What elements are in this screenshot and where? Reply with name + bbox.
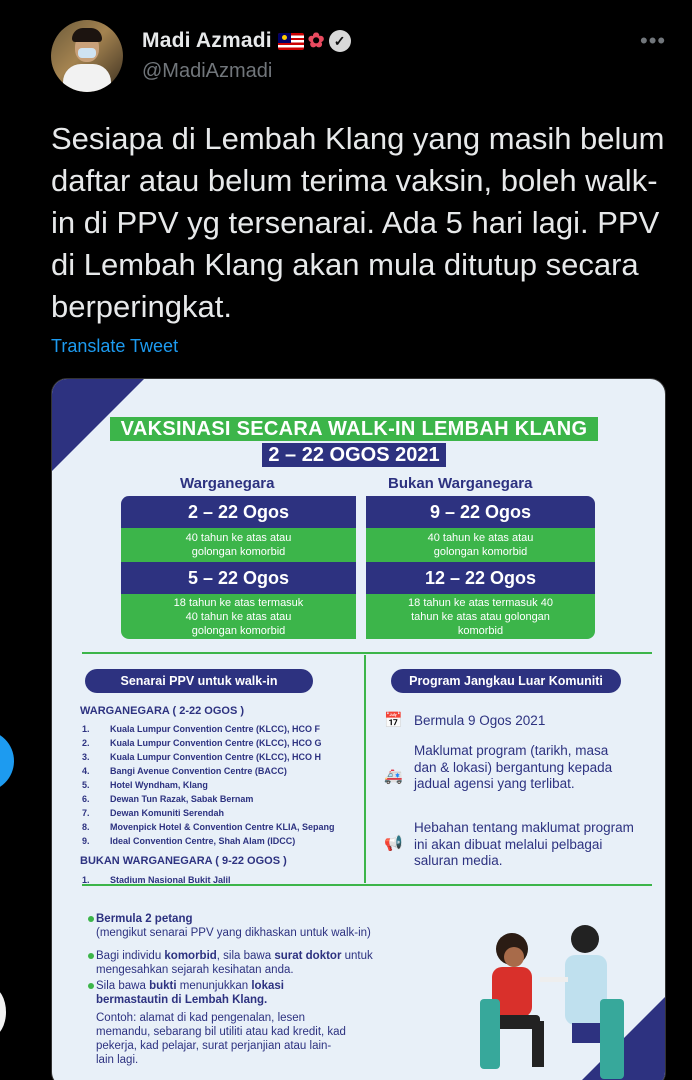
program-info: Maklumat program (tarikh, masa dan & lokasi) bergantung kepada jadual agensi yang terlibat. [414, 743, 613, 791]
list-number: 7. [82, 808, 90, 818]
verified-badge-icon: ✓ [329, 30, 351, 52]
program-start: Bermula 9 Ogos 2021 [414, 713, 546, 728]
list-number: 2. [82, 738, 90, 748]
floating-compose-button[interactable] [0, 730, 14, 792]
ppv-list-pill: Senarai PPV untuk walk-in [85, 669, 313, 693]
list-text: Stadium Nasional Bukit Jalil [110, 875, 231, 885]
program-pill: Program Jangkau Luar Komuniti [391, 669, 621, 693]
list-text: Bangi Avenue Convention Centre (BACC) [110, 766, 287, 776]
row1-left-desc: 40 tahun ke atas atau golongan komorbid [121, 528, 356, 562]
ambulance-icon: 🚑 [384, 768, 403, 785]
note2-a: Bagi individu [96, 950, 165, 962]
megaphone-icon: 📢 [384, 835, 403, 852]
display-name-text: Madi Azmadi [142, 29, 272, 52]
divider [82, 652, 652, 654]
note2-e: untuk mengesahkan sejarah kesihatan anda. [96, 950, 373, 976]
poster-title: VAKSINASI SECARA WALK-IN LEMBAH KLANG [110, 417, 598, 441]
translate-tweet-link[interactable]: Translate Tweet [51, 336, 179, 356]
side-edge-element [0, 988, 6, 1036]
ppv-list-item [82, 750, 362, 764]
list-text: Kuala Lumpur Convention Centre (KLCC), HCO H [110, 752, 321, 762]
poster-date-range: 2 – 22 OGOS 2021 [262, 443, 446, 467]
syringe [540, 977, 568, 982]
note1-text: (mengikut senarai PPV yang dikhaskan untuk walk-in) [96, 927, 371, 939]
row1-left-date: 2 – 22 Ogos [121, 496, 356, 528]
col-warganegara: Warganegara [180, 475, 275, 492]
list-number: 5. [82, 780, 90, 790]
list-text: Movenpick Hotel & Convention Centre KLIA, Sepang [110, 822, 335, 832]
ppv-list-item [82, 778, 362, 792]
ppv-list-item [82, 834, 362, 848]
note-bukti [96, 979, 346, 1067]
more-options-icon[interactable]: ••• [640, 28, 667, 53]
ppv-list-item [82, 736, 362, 750]
note3-example: Contoh: alamat di kad pengenalan, lesen memandu, sebarang bil utiliti atau kad kredit, kad pekerja, kad pelajar, surat perjanjian atau lain-lain lagi. [96, 1012, 346, 1066]
ppv-list-item [82, 764, 362, 778]
row2-right-date: 12 – 22 Ogos [366, 562, 595, 594]
list-number: 9. [82, 836, 90, 846]
row2-left-date: 5 – 22 Ogos [121, 562, 356, 594]
hibiscus-icon: ✿ [307, 30, 325, 53]
ppv-list-item [82, 806, 362, 820]
nurse-head [571, 925, 599, 953]
row1-right-date: 9 – 22 Ogos [366, 496, 595, 528]
warganegara-heading: WARGANEGARA ( 2-22 OGOS ) [80, 705, 244, 717]
note-bermula [96, 912, 436, 940]
note2-c: , sila bawa [216, 950, 275, 962]
malaysia-flag-icon [278, 33, 304, 50]
ppv-list-item [82, 820, 362, 834]
chair [480, 999, 500, 1069]
vaccination-illustration [470, 919, 640, 1080]
tweet-text: Sesiapa di Lembah Klang yang masih belum daftar atau belum terima vaksin, boleh walk-in di PPV yg tersenarai. Ada 5 hari lagi. PPV di Lembah Klang akan mula ditutup secara berperingkat. [51, 121, 665, 324]
display-name[interactable] [142, 29, 351, 53]
list-text: Kuala Lumpur Convention Centre (KLCC), HCO G [110, 738, 322, 748]
list-text: Hotel Wyndham, Klang [110, 780, 208, 790]
tweet-image[interactable] [51, 378, 666, 1080]
nurse-chair [600, 999, 624, 1079]
row1-right-desc: 40 tahun ke atas atau golongan komorbid [366, 528, 595, 562]
note3-c: menunjukkan [176, 980, 252, 992]
program-announcement: Hebahan tentang maklumat program ini akan dibuat melalui pelbagai saluran media. [414, 820, 634, 868]
list-text: Dewan Tun Razak, Sabak Bernam [110, 794, 254, 804]
row2-left-desc: 18 tahun ke atas termasuk 40 tahun ke atas atau golongan komorbid [121, 594, 356, 639]
calendar-icon: 📅 [384, 712, 403, 729]
user-handle[interactable]: @MadiAzmadi [142, 60, 273, 82]
row2-right-desc: 18 tahun ke atas termasuk 40 tahun ke atas atau golongan komorbid [366, 594, 595, 639]
note3-d: lokasi bermastautin di Lembah Klang. [96, 980, 284, 1006]
ppv-list-item [82, 722, 362, 736]
note3-b: bukti [149, 980, 177, 992]
schedule-table [121, 496, 595, 639]
note2-d: surat doktor [274, 950, 342, 962]
col-bukan-warganegara: Bukan Warganegara [388, 475, 533, 492]
note3-a: Sila bawa [96, 980, 150, 992]
list-text: Kuala Lumpur Convention Centre (KLCC), HCO F [110, 724, 320, 734]
list-text: Dewan Komuniti Serendah [110, 808, 225, 818]
warganegara-ppv-list [82, 722, 362, 848]
list-number: 6. [82, 794, 90, 804]
list-number: 4. [82, 766, 90, 776]
avatar[interactable] [51, 20, 123, 92]
list-text: Ideal Convention Centre, Shah Alam (IDCC) [110, 836, 296, 846]
bukan-warganegara-ppv-list [82, 873, 362, 887]
bukan-warganegara-heading: BUKAN WARGANEGARA ( 9-22 OGOS ) [80, 855, 287, 867]
note1-bold: Bermula 2 petang [96, 913, 193, 925]
note-komorbid [96, 949, 396, 977]
list-number: 1. [82, 875, 90, 885]
nurse-pants [572, 1023, 602, 1043]
divider-vertical [364, 655, 366, 883]
ppv-list-item [82, 873, 362, 887]
list-number: 3. [82, 752, 90, 762]
list-number: 1. [82, 724, 90, 734]
ppv-list-item [82, 792, 362, 806]
note2-b: komorbid [164, 950, 217, 962]
list-number: 8. [82, 822, 90, 832]
patient-face [504, 947, 524, 967]
patient-shin [532, 1021, 544, 1067]
